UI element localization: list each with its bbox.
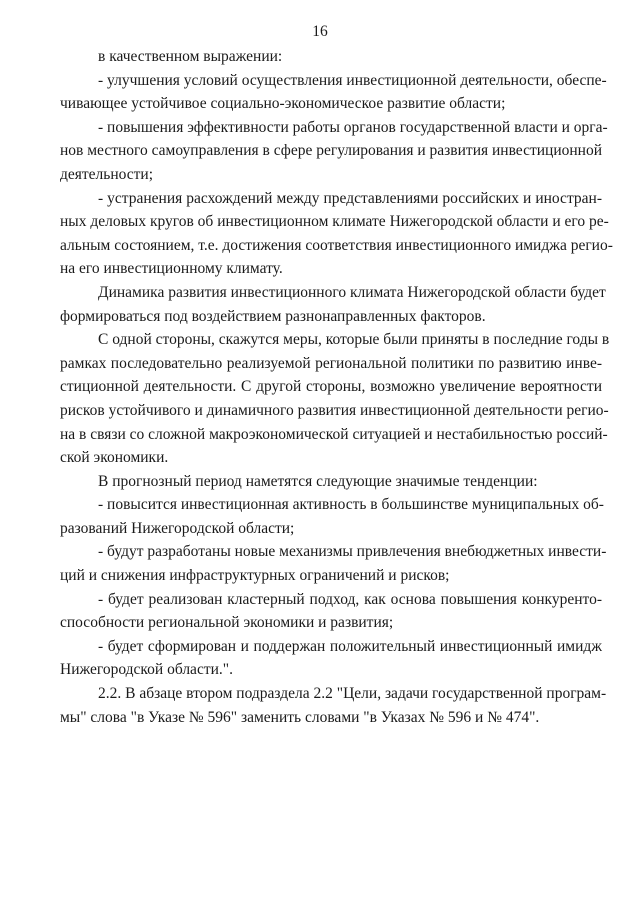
- text-line: формироваться под воздействием разнонаправленных факторов.: [60, 307, 486, 325]
- text-line: Динамика развития инвестиционного климата Нижегородской области будет: [98, 283, 606, 301]
- text-line: Нижегородской области.".: [60, 661, 233, 679]
- text-line: деятельности;: [60, 165, 154, 183]
- text-line: на в связи со сложной макроэкономической ситуацией и нестабильностью россий-: [60, 425, 608, 443]
- text-line: ций и снижения инфраструктурных ограничений и рисков;: [60, 567, 450, 585]
- document-body: [60, 45, 613, 729]
- text-line: В прогнозный период наметятся следующие значимые тенденции:: [98, 472, 538, 490]
- text-line: - улучшения условий осуществления инвестиционной деятельности, обеспе-: [98, 71, 607, 89]
- text-line: - будут разработаны новые механизмы привлечения внебюджетных инвести-: [98, 543, 607, 561]
- text-line: ных деловых кругов об инвестиционном климате Нижегородской области и его ре-: [60, 213, 609, 231]
- text-line: С одной стороны, скажутся меры, которые были приняты в последние годы в: [98, 331, 610, 349]
- text-line: альным состоянием, т.е. достижения соответствия инвестиционного имиджа регио-: [60, 236, 613, 254]
- text-line: - будет реализован кластерный подход, как основа повышения конкуренто-: [98, 590, 602, 608]
- text-line: 2.2. В абзаце втором подраздела 2.2 "Цели, задачи государственной програм-: [98, 685, 607, 703]
- text-line: способности региональной экономики и развития;: [60, 614, 394, 632]
- text-line: на его инвестиционному климату.: [60, 260, 283, 278]
- text-line: - устранения расхождений между представлениями российских и иностран-: [98, 189, 602, 207]
- text-line: разований Нижегородской области;: [60, 519, 295, 537]
- text-line: рамках последовательно реализуемой региональной политики по развитию инве-: [60, 354, 602, 372]
- text-line: мы" слова "в Указе № 596" заменить словами "в Указах № 596 и № 474".: [60, 708, 540, 726]
- text-line: - будет сформирован и поддержан положительный инвестиционный имидж: [98, 637, 602, 655]
- text-line: рисков устойчивого и динамичного развития инвестиционной деятельности регио-: [60, 401, 609, 419]
- text-line: - повысится инвестиционная активность в большинстве муниципальных об-: [98, 496, 604, 514]
- text-line: нов местного самоуправления в сфере регулирования и развития инвестиционной: [60, 142, 603, 160]
- text-line: ской экономики.: [60, 449, 169, 467]
- page-number: 16: [312, 23, 328, 40]
- text-line: - повышения эффективности работы органов государственной власти и орга-: [98, 118, 608, 136]
- text-line: стиционной деятельности. С другой стороны, возможно увеличение вероятности: [60, 378, 602, 396]
- text-line: в качественном выражении:: [98, 48, 283, 65]
- text-line: чивающее устойчивое социально-экономическое развитие области;: [60, 95, 506, 113]
